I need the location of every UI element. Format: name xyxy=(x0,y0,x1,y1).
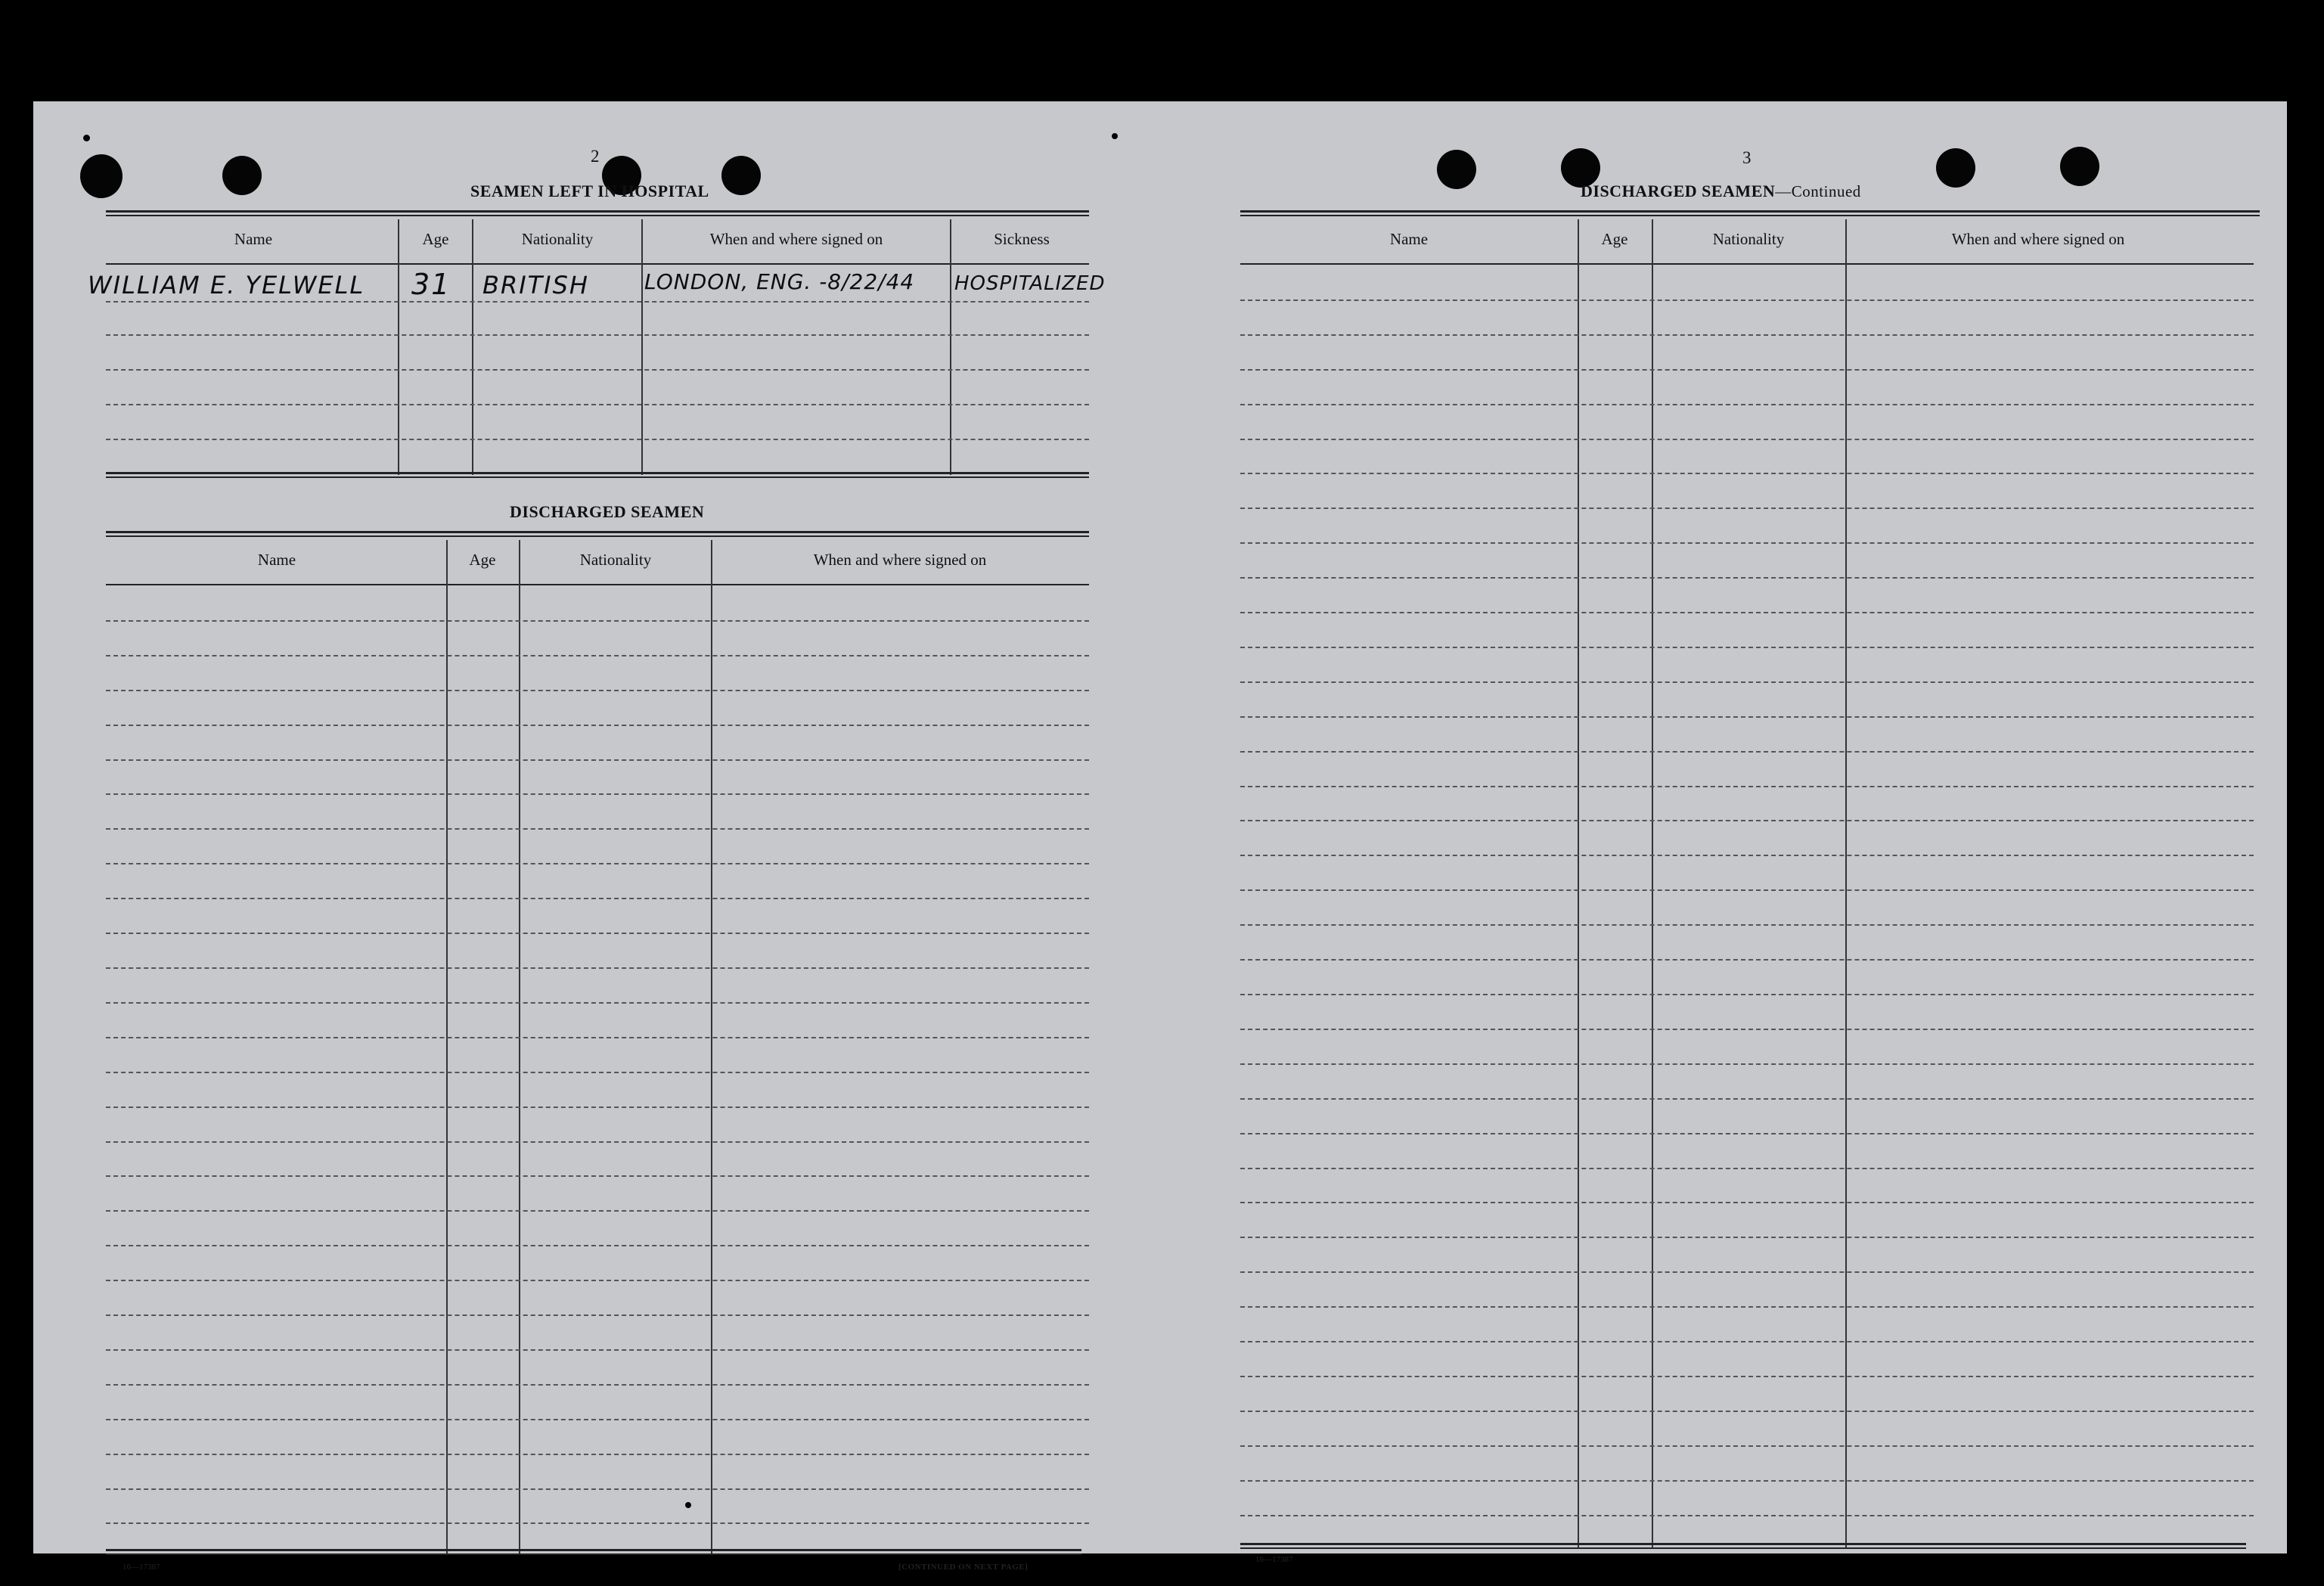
row-line xyxy=(106,1522,1089,1524)
column-divider xyxy=(1845,219,1847,1547)
row-line xyxy=(1240,820,2254,821)
section-top-rule xyxy=(106,210,1089,216)
continued-note: [CONTINUED ON NEXT PAGE] xyxy=(898,1563,1029,1572)
section-bottom-rule xyxy=(106,1549,1081,1555)
row-line xyxy=(1240,924,2254,926)
row-line xyxy=(106,967,1089,969)
column-divider xyxy=(472,219,473,475)
row-line xyxy=(1240,855,2254,856)
row-line xyxy=(1240,1515,2254,1516)
row-line xyxy=(1240,1306,2254,1308)
page-number: 2 xyxy=(591,147,600,166)
row-line xyxy=(1240,1376,2254,1377)
punch-hole xyxy=(2060,147,2099,186)
punch-hole xyxy=(1936,148,1975,188)
col-header-signed-on: When and where signed on xyxy=(709,230,883,248)
col-header-name: Name xyxy=(257,551,296,569)
row-line xyxy=(1240,334,2254,336)
header-rule xyxy=(106,263,1089,265)
row-line xyxy=(106,620,1089,622)
row-line xyxy=(106,1384,1089,1386)
row-line xyxy=(1240,1237,2254,1238)
row-line xyxy=(106,1002,1089,1004)
ink-speck xyxy=(1112,133,1118,139)
row-line xyxy=(1240,1480,2254,1482)
row-line xyxy=(106,1037,1089,1038)
row-line xyxy=(106,863,1089,864)
punch-hole xyxy=(1437,150,1476,189)
row-line xyxy=(106,828,1089,830)
row-line xyxy=(1240,1341,2254,1342)
row-line xyxy=(106,1245,1089,1246)
row-line xyxy=(1240,439,2254,440)
row-line xyxy=(1240,612,2254,613)
row-line xyxy=(1240,1063,2254,1065)
entry-nationality: BRITISH xyxy=(482,271,589,300)
col-header-nationality: Nationality xyxy=(1712,230,1785,248)
col-header-name: Name xyxy=(1389,230,1429,248)
punch-hole xyxy=(721,156,761,195)
row-line xyxy=(1240,889,2254,891)
row-line xyxy=(1240,300,2254,301)
column-divider xyxy=(1652,219,1653,1547)
hospital-section-title: SEAMEN LEFT IN HOSPITAL xyxy=(470,182,709,200)
form-number: 16—17387 xyxy=(1255,1555,1293,1564)
row-line xyxy=(1240,786,2254,787)
row-line xyxy=(1240,1029,2254,1030)
row-line xyxy=(106,793,1089,795)
col-header-signed-on: When and where signed on xyxy=(1951,230,2125,248)
row-line xyxy=(106,690,1089,691)
row-line xyxy=(106,1419,1089,1420)
row-line xyxy=(106,404,1089,405)
section-bottom-rule xyxy=(1240,1543,2246,1549)
row-line xyxy=(1240,647,2254,648)
column-divider xyxy=(398,219,399,475)
title-suffix: —Continued xyxy=(1775,182,1861,200)
col-header-age: Age xyxy=(422,230,449,248)
row-line xyxy=(106,1175,1089,1177)
row-line xyxy=(1240,994,2254,995)
column-divider xyxy=(950,219,951,475)
section-bottom-rule xyxy=(106,472,1089,478)
col-header-nationality: Nationality xyxy=(521,230,594,248)
row-line xyxy=(106,301,1089,303)
row-line xyxy=(106,1210,1089,1212)
row-line xyxy=(106,759,1089,761)
header-rule xyxy=(106,584,1089,585)
row-line xyxy=(106,1280,1089,1281)
discharged-continued-title xyxy=(1581,182,1861,201)
row-line xyxy=(106,898,1089,899)
row-line xyxy=(1240,369,2254,371)
col-header-age: Age xyxy=(1601,230,1628,248)
column-divider xyxy=(446,540,448,1555)
row-line xyxy=(106,1488,1089,1490)
punch-hole xyxy=(80,154,123,198)
row-line xyxy=(1240,751,2254,753)
entry-age: 31 xyxy=(411,268,451,301)
form-number: 16—17387 xyxy=(123,1563,160,1572)
row-line xyxy=(106,1454,1089,1455)
col-header-sickness: Sickness xyxy=(994,230,1050,248)
row-line xyxy=(1240,1133,2254,1134)
row-line xyxy=(106,1072,1089,1073)
row-line xyxy=(106,334,1089,336)
row-line xyxy=(1240,542,2254,544)
row-line xyxy=(1240,959,2254,961)
row-line xyxy=(106,369,1089,371)
column-divider xyxy=(1578,219,1579,1547)
row-line xyxy=(106,655,1089,656)
col-header-signed-on: When and where signed on xyxy=(813,551,987,569)
page-number: 3 xyxy=(1742,148,1752,167)
ink-speck xyxy=(83,135,90,141)
entry-name: WILLIAM E. YELWELL xyxy=(88,271,365,300)
title-text: DISCHARGED SEAMEN xyxy=(1581,182,1776,200)
row-line xyxy=(1240,1168,2254,1169)
col-header-age: Age xyxy=(469,551,496,569)
row-line xyxy=(1240,507,2254,509)
discharged-section-title: DISCHARGED SEAMEN xyxy=(510,502,705,521)
row-line xyxy=(106,439,1089,440)
row-line xyxy=(1240,681,2254,683)
row-line xyxy=(1240,1445,2254,1447)
row-line xyxy=(106,1349,1089,1351)
entry-signed-on: LONDON, ENG. -8/22/44 xyxy=(644,269,915,294)
row-line xyxy=(1240,1098,2254,1100)
header-rule xyxy=(1240,263,2254,265)
section-top-rule xyxy=(1240,210,2260,216)
row-line xyxy=(1240,577,2254,579)
row-line xyxy=(1240,1271,2254,1273)
col-header-name: Name xyxy=(234,230,273,248)
punch-hole xyxy=(222,156,262,195)
ink-speck xyxy=(685,1502,691,1508)
row-line xyxy=(1240,1202,2254,1203)
row-line xyxy=(106,1141,1089,1143)
row-line xyxy=(1240,716,2254,718)
row-line xyxy=(1240,473,2254,474)
document-sheet xyxy=(33,101,2287,1572)
row-line xyxy=(106,1106,1089,1108)
row-line xyxy=(106,725,1089,726)
column-divider xyxy=(641,219,643,475)
col-header-nationality: Nationality xyxy=(579,551,652,569)
entry-sickness: HOSPITALIZED xyxy=(954,272,1106,295)
row-line xyxy=(106,933,1089,934)
column-divider xyxy=(519,540,520,1555)
column-divider xyxy=(711,540,712,1555)
section-top-rule xyxy=(106,531,1089,537)
row-line xyxy=(1240,1411,2254,1412)
row-line xyxy=(106,1314,1089,1316)
row-line xyxy=(1240,404,2254,405)
